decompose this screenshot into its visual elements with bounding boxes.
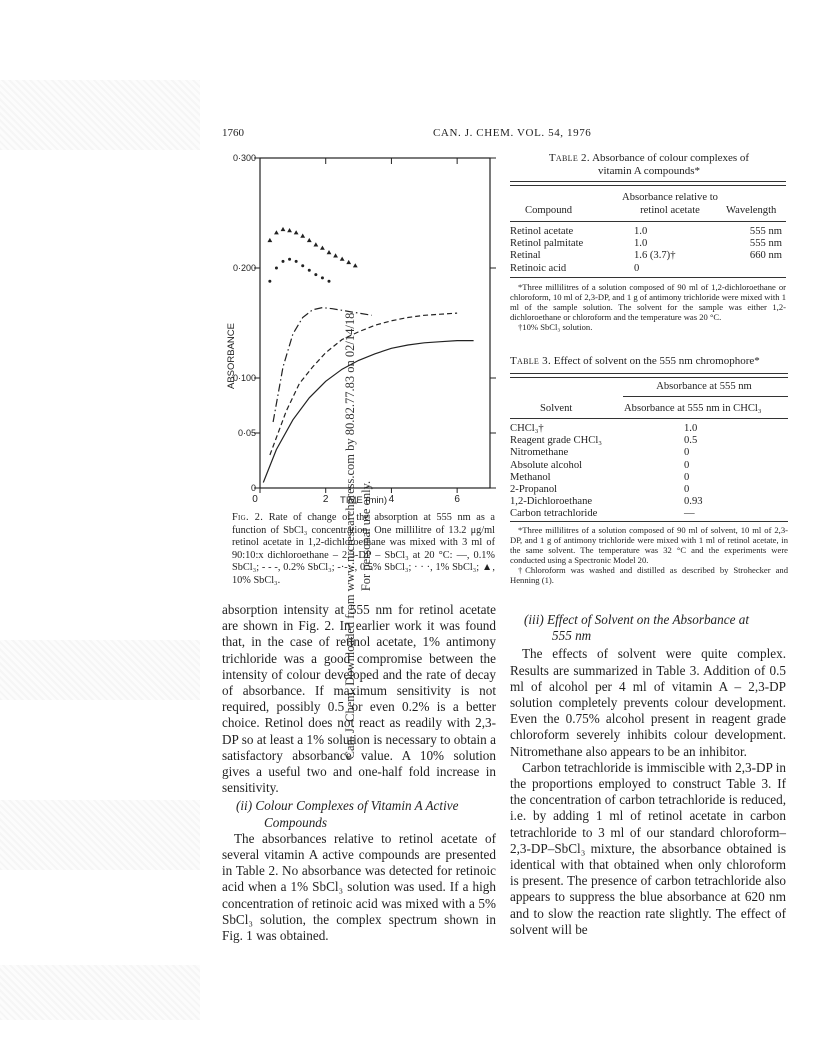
data-point-triangle: [353, 263, 358, 267]
table-cell: 0: [684, 471, 690, 483]
table-2-body: [510, 226, 786, 275]
table-cell: Carbon tetrachloride: [510, 508, 598, 520]
table-2-top-rule: [510, 181, 786, 186]
table-3-footnotes: [510, 525, 788, 585]
table-row: [510, 447, 788, 459]
table-2-footnotes: [510, 282, 786, 332]
personal-use-note: For personal use only.: [359, 480, 373, 592]
table-2-footnote-1: *Three millilitres of a solution composed of 90 ml of 1,2-dichloroethane or chloroform, 10 ml of 2,3-DP, and 1 g of antimony trichloride were mixed with 1 ml of the sample solution. The solvent for the sample was either 1,2-dichloroethane or chloroform and the temperature was 20 °C.: [510, 282, 786, 322]
col-abs-chcl3: Absorbance at 555 nm in CHCl₃: [624, 403, 762, 414]
table-2-title-line1: Absorbance of colour complexes of: [592, 152, 750, 164]
table-3-title-text: Effect of solvent on the 555 nm chromophore*: [553, 355, 760, 367]
x-tick-label: 0: [252, 494, 258, 505]
scan-margin-texture: [0, 800, 200, 870]
section-heading: [510, 612, 786, 644]
data-point-triangle: [327, 250, 332, 254]
section-heading-line1: (iii) Effect of Solvent on the Absorbance at: [524, 612, 749, 627]
table-cell: 0: [684, 483, 690, 495]
data-point-triangle: [281, 227, 286, 231]
table-2-title-line2: vitamin A compounds*: [597, 164, 701, 177]
col-compound: Compound: [525, 205, 573, 216]
section-heading: [222, 798, 496, 830]
table-row: [510, 435, 788, 447]
table-cell: 1.6 (3.7)†: [634, 250, 676, 262]
section-heading-line1: (ii) Colour Complexes of Vitamin A Active: [236, 798, 459, 814]
table-3-title: [510, 355, 790, 367]
table-cell: Retinoic acid: [510, 262, 567, 274]
data-point-triangle: [307, 238, 312, 242]
data-point-dot: [321, 276, 324, 279]
col-abs-line1: Absorbance relative to: [622, 192, 718, 203]
table-2-label: Table 2.: [548, 152, 590, 164]
table-cell: 0: [684, 459, 690, 471]
figure-label: Fig. 2.: [232, 512, 264, 523]
table-cell: CHCl₃†: [510, 423, 544, 434]
col-abs-relative: [605, 192, 735, 216]
table-cell: 660 nm: [749, 250, 782, 262]
col-wavelength: Wavelength: [726, 205, 777, 216]
figure-2-chart: [222, 148, 502, 508]
table-cell: Retinol palmitate: [510, 238, 584, 250]
left-column: [222, 602, 496, 944]
table-row: [510, 484, 788, 496]
data-series-line: [273, 308, 372, 422]
y-tick-label: 0·100: [232, 373, 256, 383]
table-3-footnote-2: †Chloroform was washed and distilled as described by Strohecker and Henning (1).: [510, 565, 788, 585]
page-number: 1760: [222, 127, 244, 139]
table-cell: 0: [634, 262, 640, 274]
col-solvent: Solvent: [540, 403, 573, 414]
data-series-line: [263, 341, 473, 483]
y-axis-label: ABSORBANCE: [226, 323, 237, 389]
x-axis-label: TIME (min): [340, 495, 387, 506]
table-cell: —: [684, 508, 695, 520]
table-2: [510, 152, 788, 177]
table-cell: 1.0: [634, 238, 648, 250]
table-cell: 1.0: [634, 226, 648, 237]
data-point-triangle: [300, 234, 305, 238]
data-point-triangle: [346, 260, 351, 264]
table-cell: 1,2-Dichloroethane: [510, 496, 593, 508]
data-point-dot: [288, 258, 291, 261]
table-row: [510, 423, 788, 435]
scan-margin-texture: [0, 640, 200, 700]
table-cell: 0: [684, 447, 690, 459]
table-row: [510, 460, 788, 472]
x-tick-label: 6: [454, 494, 460, 505]
paragraph: Carbon tetrachloride is immiscible with 2,3-DP in the proportions employed to construct Table 3. If the concentration of carbon tetrachloride is reduced, i.e. by adding 1 ml of retinol acetate in carbon tetrachloride to 3 ml of our standard chloroform–2,3-DP–SbCl₃ mixture, the absorbance obtained is identical with that obtained when only chloroform is present. The presence of carbon tetrachloride also appears to suppress the blue absorbance at 620 nm and to slow the reaction rate slightly. The effect of solvent will be: [510, 759, 786, 937]
table-row: [510, 263, 786, 275]
data-point-dot: [295, 260, 298, 263]
table-2-header-rule: [510, 221, 786, 222]
data-point-dot: [268, 280, 271, 283]
y-tick-label: 0·05: [237, 428, 256, 438]
data-point-triangle: [333, 253, 338, 257]
table-row: [510, 508, 788, 520]
data-point-triangle: [313, 242, 318, 246]
table-cell: 555 nm: [749, 226, 782, 237]
data-point-dot: [328, 280, 331, 283]
plot-frame: [260, 158, 490, 488]
data-point-triangle: [267, 238, 272, 242]
table-3-header-rule: [510, 418, 788, 419]
table-3-top-rule: [510, 373, 788, 378]
table-cell: 0.5: [684, 435, 698, 447]
table-cell: Retinol acetate: [510, 226, 574, 237]
paragraph: The absorbances relative to retinol acetate of several vitamin A active compounds are presented in Table 2. No absorbance was detected for retinoic acid when a 1% SbCl₃ solution was used. If a high concentration of retinoic acid was mixed with a 5% SbCl₃ solution, the complex spectrum shown in Fig. 1 was obtained.: [222, 830, 496, 944]
table-cell: Nitromethane: [510, 447, 569, 459]
data-point-dot: [301, 264, 304, 267]
table-2-footnote-2: †10% SbCl₃ solution.: [518, 322, 593, 332]
figure-2-caption: [232, 512, 495, 588]
data-point-triangle: [287, 228, 292, 232]
paragraph: The effects of solvent were quite complex. Results are summarized in Table 3. Addition of 0.5 ml of alcohol per 4 ml of vitamin A – 2,3-DP solution completely prevents colour development. Even the 0.75% alcohol present in reagent grade chloroform severely inhibits colour development. Nitromethane also appears to be an inhibitor.: [510, 646, 786, 759]
paragraph: absorption intensity at 555 nm for retinol acetate are shown in Fig. 2. In earlier work it was found that, in the case of retinol acetate, 1% antimony trichloride was a good compromise between the intensity of colour developed and the rate of decay of absorbance. If maximum sensitivity is not required, possibly 0.5 or even 0.2% is a better choice. Retinol does not react as readily with 2,3-DP so at least a 1% solution is necessary to obtain a satisfactory absorbance value. A 10% solution gives a useful two and one-half fold increase in sensitivity.: [222, 602, 496, 796]
table-row: [510, 250, 786, 262]
col-abs-line2: retinol acetate: [640, 204, 700, 216]
col-group-header: Absorbance at 555 nm: [656, 381, 752, 392]
data-point-triangle: [274, 230, 279, 234]
y-tick-label: 0·300: [232, 153, 256, 163]
table-row: [510, 238, 786, 250]
y-tick-label: 0·200: [232, 263, 256, 273]
figure-caption-text: Rate of change of the absorption at 555 nm as a function of SbCl₃ concentration. One millilitre of 13.2 μg/ml retinol acetate in 1,2-dichloroethane was mixed with 3 ml of 90:10:x dichloroethane – 2,3-DP – SbCl₃ at 20 °C: —, 0.1% SbCl₃; - - -, 0.2% SbCl₃; -·-·-, 0.5% SbCl₃; · · ·, 1% SbCl₃; ▲, 10% SbCl₃.: [232, 512, 495, 586]
data-series-line: [270, 313, 457, 455]
table-3-label: Table 3.: [510, 355, 552, 367]
data-point-dot: [314, 273, 317, 276]
data-point-triangle: [320, 246, 325, 250]
table-3-body: [510, 423, 788, 521]
table-cell: Methanol: [510, 471, 551, 483]
right-column: [510, 610, 786, 938]
table-row: [510, 226, 786, 238]
table-cell: Retinal: [510, 250, 541, 262]
table-3-footnote-1: *Three millilitres of a solution composed of 90 ml of solvent, 10 ml of 2,3-DP, and 1 g of antimony trichloride were mixed with 1 ml of retinol acetate, in the same solvent. The temperature was 32 °C and the experiments were conducted using a Spectronic Model 20.: [510, 525, 788, 565]
y-tick-label: 0: [250, 483, 256, 493]
table-row: [510, 496, 788, 508]
scan-margin-texture: [0, 965, 200, 1020]
data-point-dot: [282, 260, 285, 263]
download-note: Can. J. Chem. Downloaded from www.nrcresearchpress.com by 80.82.77.83 on 02/14/18: [343, 312, 357, 760]
table-2-bottom-rule: [510, 277, 786, 278]
scan-margin-texture: [0, 80, 200, 150]
data-point-dot: [275, 267, 278, 270]
data-point-dot: [308, 269, 311, 272]
journal-title: CAN. J. CHEM. VOL. 54, 1976: [433, 127, 592, 139]
data-point-triangle: [340, 257, 345, 261]
section-heading-line2: 555 nm: [552, 628, 592, 644]
table-cell: Absolute alcohol: [510, 459, 583, 471]
table-cell: 555 nm: [749, 238, 782, 250]
x-tick-label: 4: [388, 494, 395, 505]
table-cell: 0.93: [684, 496, 703, 508]
section-heading-line2: Compounds: [264, 814, 328, 830]
table-cell: 1.0: [684, 423, 698, 434]
table-3-group-rule: [623, 396, 788, 397]
table-3-bottom-rule: [510, 521, 788, 522]
x-tick-label: 2: [322, 494, 329, 505]
data-point-triangle: [294, 230, 299, 234]
table-cell: 2-Propanol: [510, 483, 558, 495]
table-cell: Reagent grade CHCl₃: [510, 435, 602, 447]
table-row: [510, 472, 788, 484]
table-2-title: [510, 152, 788, 177]
